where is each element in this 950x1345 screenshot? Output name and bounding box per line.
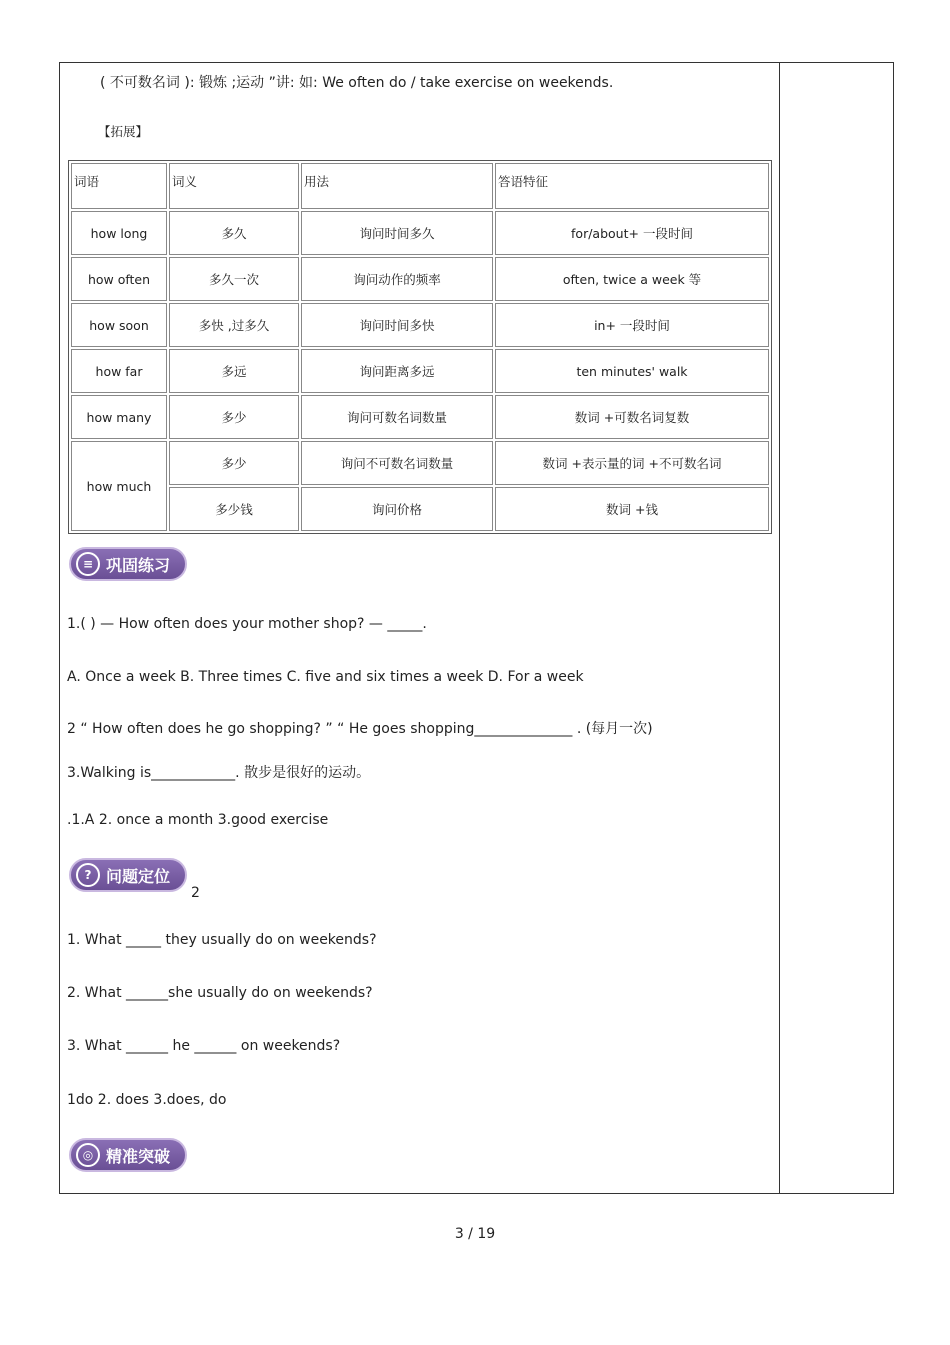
table-cell: often, twice a week 等	[495, 257, 769, 301]
table-cell: 多少	[169, 441, 299, 485]
table-cell: 询问动作的频率	[301, 257, 493, 301]
question-icon: ?	[76, 863, 100, 887]
table-row	[71, 441, 769, 485]
table-cell-merged: how much	[71, 441, 167, 531]
table-cell: how many	[71, 395, 167, 439]
locate-q3: 3. What ______ he ______ on weekends?	[67, 1038, 341, 1054]
table-cell: 询问时间多快	[301, 303, 493, 347]
table-cell: 询问可数名词数量	[301, 395, 493, 439]
table-row	[71, 303, 769, 347]
table-cell: 多久一次	[169, 257, 299, 301]
locate-q1: 1. What _____ they usually do on weekends?	[67, 932, 377, 948]
table-cell: 数词 +可数名词复数	[495, 395, 769, 439]
intro-line: ( 不可数名词 ): 锻炼 ;运动 ”讲: 如: We often do / take exercise on weekends.	[100, 75, 614, 91]
table-cell: how often	[71, 257, 167, 301]
table-cell: 多久	[169, 211, 299, 255]
practice-q3: 3.Walking is____________. 散步是很好的运动。	[67, 765, 371, 781]
extension-table	[68, 160, 772, 534]
breakthrough-badge-label: 精准突破	[106, 1146, 171, 1166]
extension-label: 【拓展】	[98, 124, 149, 139]
table-row	[71, 257, 769, 301]
table-cell: for/about+ 一段时间	[495, 211, 769, 255]
table-cell: 询问时间多久	[301, 211, 493, 255]
table-cell: ten minutes' walk	[495, 349, 769, 393]
table-header-row	[71, 163, 769, 209]
table-row	[71, 487, 769, 531]
practice-q2: 2 “ How often does he go shopping? ” “ He goes shopping______________ . (每月一次)	[67, 721, 653, 737]
practice-q1: 1.( ) — How often does your mother shop? — _____.	[67, 616, 427, 632]
table-cell: how soon	[71, 303, 167, 347]
table-cell: how far	[71, 349, 167, 393]
header-cell: 用法	[301, 163, 493, 209]
column-divider	[779, 62, 780, 1194]
locate-suffix: 2	[191, 885, 200, 901]
locate-badge-label: 问题定位	[106, 866, 171, 886]
table-cell: 多少钱	[169, 487, 299, 531]
header-cell: 答语特征	[495, 163, 769, 209]
table-cell: 多远	[169, 349, 299, 393]
locate-badge	[69, 858, 187, 892]
table-cell: 询问价格	[301, 487, 493, 531]
table-row	[71, 211, 769, 255]
locate-answers: 1do 2. does 3.does, do	[67, 1092, 227, 1108]
table-cell: 询问不可数名词数量	[301, 441, 493, 485]
page-number: 3 / 19	[454, 1226, 496, 1242]
table-cell: in+ 一段时间	[495, 303, 769, 347]
table-cell: 数词 +表示量的词 +不可数名词	[495, 441, 769, 485]
table-row	[71, 349, 769, 393]
table-cell: 多少	[169, 395, 299, 439]
target-icon: ◎	[76, 1143, 100, 1167]
breakthrough-badge	[69, 1138, 187, 1172]
header-cell: 词语	[71, 163, 167, 209]
locate-q2: 2. What ______she usually do on weekends?	[67, 985, 373, 1001]
table-cell: 询问距离多远	[301, 349, 493, 393]
layers-icon: ≡	[76, 552, 100, 576]
practice-answers: .1.A 2. once a month 3.good exercise	[67, 812, 329, 828]
table-cell: how long	[71, 211, 167, 255]
practice-q1-options: A. Once a week B. Three times C. five and six times a week D. For a week	[67, 669, 584, 685]
header-cell: 词义	[169, 163, 299, 209]
table-cell: 数词 +钱	[495, 487, 769, 531]
table-cell: 多快 ,过多久	[169, 303, 299, 347]
practice-badge	[69, 547, 187, 581]
practice-badge-label: 巩固练习	[106, 555, 171, 575]
table-row	[71, 395, 769, 439]
